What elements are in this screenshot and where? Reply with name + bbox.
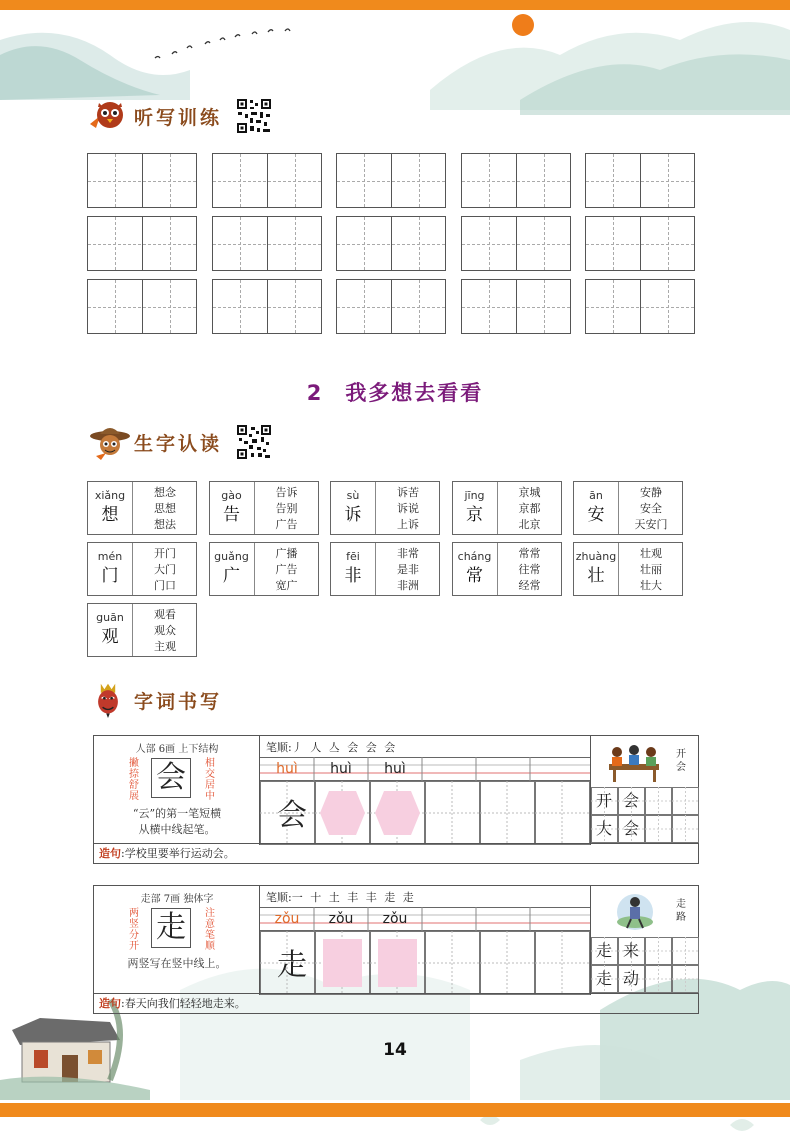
word: 壮丽 xyxy=(640,563,662,576)
hanzi: 广 xyxy=(223,566,240,586)
word-list xyxy=(133,485,197,533)
dictation-cell[interactable] xyxy=(336,216,446,271)
word: 开门 xyxy=(154,547,176,560)
word-grid-char: 会 xyxy=(622,819,639,838)
page-number: 14 xyxy=(383,1040,407,1060)
pinyin: mén xyxy=(97,550,123,563)
bottom-orange-bar xyxy=(0,1103,790,1117)
dictation-cell[interactable] xyxy=(212,216,322,271)
picture-tag: 开会 xyxy=(676,749,686,773)
word: 广告 xyxy=(275,563,298,576)
word-grid-char: 来 xyxy=(622,941,639,960)
word: 安静 xyxy=(640,486,662,499)
hanzi: 壮 xyxy=(587,566,605,586)
char-card-left xyxy=(88,604,133,656)
lesson-title xyxy=(0,377,790,407)
sentence-row xyxy=(94,843,698,863)
word: 思想 xyxy=(154,502,176,515)
word: 北京 xyxy=(518,518,541,531)
hanzi: 想 xyxy=(101,505,119,525)
hanzi: 安 xyxy=(587,505,605,525)
pinyin: ān xyxy=(589,489,603,502)
char-card xyxy=(87,542,197,596)
stroke-order: 笔顺:丿 人 亼 会 会 会 xyxy=(266,741,398,754)
dictation-cell[interactable] xyxy=(87,153,197,208)
word: 宽广 xyxy=(275,579,298,592)
pinyin: guǎng xyxy=(214,550,249,563)
qr-code-icon[interactable] xyxy=(236,98,272,134)
char-card-left xyxy=(88,543,133,595)
word: 是非 xyxy=(397,563,419,576)
word-list xyxy=(619,546,683,594)
word-list xyxy=(133,546,197,594)
hanzi: 观 xyxy=(101,627,119,647)
stroke-order: 笔顺:一 十 土 丰 丰 走 走 xyxy=(266,891,416,904)
word-grid-char: 动 xyxy=(622,969,639,988)
char-card-left xyxy=(453,543,498,595)
pinyin-cell: huì xyxy=(330,761,352,777)
dictation-cell[interactable] xyxy=(585,216,695,271)
pinyin-cell: zǒu xyxy=(328,911,354,927)
meeting-illustration xyxy=(599,738,669,784)
pinyin-cell: huì xyxy=(384,761,406,777)
hanzi: 常 xyxy=(466,566,483,586)
word: 壮大 xyxy=(640,579,662,592)
cowboy-mascot-icon xyxy=(86,424,130,460)
word: 主观 xyxy=(154,640,176,653)
word-list xyxy=(498,546,562,594)
char-card xyxy=(209,481,319,535)
pinyin: guān xyxy=(96,611,124,624)
dictation-cell[interactable] xyxy=(461,216,571,271)
writing-header xyxy=(86,682,222,718)
char-card xyxy=(209,542,319,596)
dictation-cell[interactable] xyxy=(87,279,197,334)
sentence-label: 造句 xyxy=(99,847,121,860)
word: 非常 xyxy=(397,547,419,560)
pinyin-cell: zǒu xyxy=(382,911,408,927)
char-card xyxy=(330,481,440,535)
opera-mask-mascot-icon xyxy=(86,682,130,718)
lesson-number: 2 xyxy=(306,381,324,405)
char-card-left xyxy=(574,482,619,534)
char-card-left xyxy=(453,482,498,534)
word: 安全 xyxy=(640,502,662,515)
hanzi: 门 xyxy=(101,566,119,586)
practice-model-char: 走 xyxy=(277,948,307,983)
char-card xyxy=(452,481,562,535)
qr-code-icon[interactable] xyxy=(236,424,272,460)
char-card-left xyxy=(574,543,619,595)
char-card xyxy=(573,481,683,535)
word: 壮观 xyxy=(640,547,662,560)
word: 天安门 xyxy=(634,518,668,531)
dictation-header xyxy=(86,98,272,134)
word-grid-char: 大 xyxy=(595,819,612,838)
word-list xyxy=(376,546,440,594)
dictation-cell[interactable] xyxy=(87,216,197,271)
pinyin: cháng xyxy=(457,550,492,563)
hanzi: 告 xyxy=(223,505,240,525)
dictation-cell[interactable] xyxy=(212,153,322,208)
radical-strokes-structure: 走部 7画 独体字 xyxy=(140,894,214,905)
word: 诉说 xyxy=(397,502,419,515)
word: 往常 xyxy=(518,563,541,576)
pinyin: fēi xyxy=(346,550,360,563)
section-title: 生字认读 xyxy=(134,432,223,455)
char-card-left xyxy=(331,482,376,534)
word-list xyxy=(255,485,319,533)
left-note: 撇 捺 舒 展 xyxy=(129,758,139,802)
practice-model-char: 会 xyxy=(277,798,307,833)
word: 观看 xyxy=(154,608,176,621)
sentence-text: :学校里要举行运动会。 xyxy=(121,847,235,860)
pinyin-cell: huì xyxy=(276,761,298,777)
writing-block xyxy=(93,735,699,864)
word-grid-char: 走 xyxy=(595,969,612,988)
model-char: 会 xyxy=(151,758,191,798)
hanzi: 诉 xyxy=(344,505,362,525)
char-card-left xyxy=(210,543,255,595)
top-orange-bar xyxy=(0,0,790,10)
word: 告别 xyxy=(275,502,298,515)
radical-strokes-structure: 人部 6画 上下结构 xyxy=(135,744,219,755)
word: 想念 xyxy=(154,486,176,499)
owl-mascot-icon xyxy=(86,98,130,134)
word-grid-char: 会 xyxy=(622,791,639,810)
sun-icon xyxy=(512,14,534,36)
word: 想法 xyxy=(154,518,176,531)
sentence-row xyxy=(94,993,698,1013)
writing-tip: “云”的第一笔短横 从横中线起笔。 xyxy=(132,807,222,836)
dictation-cell[interactable] xyxy=(585,279,695,334)
word: 京都 xyxy=(518,502,541,515)
sentence-label: 造句 xyxy=(99,997,121,1010)
dictation-cell[interactable] xyxy=(336,153,446,208)
section-title: 听写训练 xyxy=(134,106,223,129)
hanzi: 京 xyxy=(466,505,483,525)
sentence-text: :春天向我们轻轻地走来。 xyxy=(121,997,246,1010)
word: 上诉 xyxy=(397,518,419,531)
pinyin: jīng xyxy=(464,489,485,502)
word-list xyxy=(498,485,562,533)
pinyin: zhuàng xyxy=(575,550,617,563)
word-list xyxy=(133,607,197,655)
dictation-cell[interactable] xyxy=(461,153,571,208)
left-note: 两 竖 分 开 xyxy=(129,908,139,952)
word: 诉苦 xyxy=(397,486,419,499)
birds xyxy=(155,29,290,58)
model-char: 走 xyxy=(151,908,191,948)
word: 经常 xyxy=(518,579,541,592)
writing-block xyxy=(93,885,699,1014)
pinyin: sù xyxy=(346,489,360,502)
picture-tag: 走路 xyxy=(676,899,686,923)
dictation-grid xyxy=(87,153,697,335)
writing-tip: 两竖写在竖中线上。 xyxy=(127,957,227,970)
word: 常常 xyxy=(518,547,541,560)
dictation-cell[interactable] xyxy=(585,153,695,208)
char-card xyxy=(87,481,197,535)
walking-person-illustration xyxy=(609,888,679,934)
char-card xyxy=(452,542,562,596)
dictation-cell[interactable] xyxy=(212,279,322,334)
char-info-panel xyxy=(94,736,260,845)
word-grid-char: 开 xyxy=(595,791,612,810)
word: 大门 xyxy=(154,563,176,576)
char-card xyxy=(330,542,440,596)
word: 非洲 xyxy=(397,579,419,592)
char-card-left xyxy=(331,543,376,595)
word-grid-char: 走 xyxy=(595,941,612,960)
dictation-cell[interactable] xyxy=(461,279,571,334)
word: 广播 xyxy=(275,547,298,560)
char-info-panel xyxy=(94,886,260,995)
right-note: 注 意 笔 顺 xyxy=(205,908,215,952)
char-card xyxy=(87,603,197,657)
word-list xyxy=(619,485,683,533)
word: 观众 xyxy=(154,624,176,637)
word-grid xyxy=(590,936,698,995)
word: 京城 xyxy=(518,486,541,499)
char-card-left xyxy=(210,482,255,534)
word: 广告 xyxy=(275,518,298,531)
hanzi: 非 xyxy=(344,566,362,586)
word: 告诉 xyxy=(275,486,298,499)
section-title: 字词书写 xyxy=(134,690,223,713)
word-list xyxy=(376,485,440,533)
char-card xyxy=(573,542,683,596)
char-card-left xyxy=(88,482,133,534)
pinyin-cell: zǒu xyxy=(274,911,300,927)
pinyin: gào xyxy=(221,489,242,502)
word: 门口 xyxy=(154,579,176,592)
word-grid xyxy=(590,786,698,845)
right-note: 相 交 居 中 xyxy=(205,758,215,802)
char-recognition-header xyxy=(86,424,272,460)
dictation-cell[interactable] xyxy=(336,279,446,334)
word-list xyxy=(255,546,319,594)
pinyin: xiǎng xyxy=(94,489,126,502)
lesson-name: 我多想去看看 xyxy=(345,381,484,405)
